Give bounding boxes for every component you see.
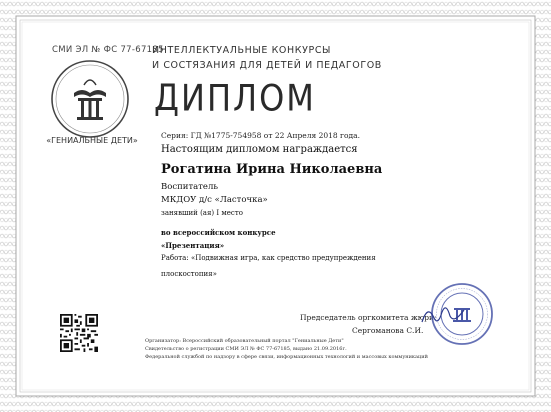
recipient-name: Рогатина Ирина Николаевна <box>161 162 383 177</box>
jury-chair-label: Председатель оргкомитета жюри: <box>300 313 437 322</box>
signature-icon <box>418 300 468 330</box>
work-title-line-1: Работа: «Подвижная игра, как средство предупреждения <box>161 254 376 262</box>
media-registration-number: СМИ ЭЛ № ФС 77-67185 <box>52 45 164 55</box>
contest-name: во всероссийском конкурсе <box>161 228 276 237</box>
contest-heading-line-1: ИНТЕЛЛЕКТУАЛЬНЫЕ КОНКУРСЫ <box>152 45 332 56</box>
certificate-series: Серия: ГД №1775-754958 от 22 Апреля 2018 года. <box>161 131 360 140</box>
portal-emblem-icon <box>48 57 132 141</box>
footer-authority: Федеральной службой по надзору в сфере связи, информационных технологий и массовых коммуникаций <box>145 354 428 360</box>
jury-chair-name: Сергоманова С.И. <box>352 326 424 335</box>
awarded-place: занявший (ая) I место <box>161 209 243 217</box>
portal-brand-name: «ГЕНИАЛЬНЫЕ ДЕТИ» <box>46 136 138 145</box>
work-title-line-2: плоскостопия» <box>161 270 217 278</box>
diploma-title: ДИПЛОМ <box>154 76 316 120</box>
recipient-position: Воспитатель <box>161 182 218 192</box>
nomination: «Презентация» <box>161 241 225 250</box>
footer-organizer: Организатор: Всероссийский образовательный портал "Гениальные Дети" <box>145 338 344 344</box>
awarded-text: Настоящим дипломом награждается <box>161 144 358 155</box>
footer-registration: Свидетельство о регистрации СМИ ЭЛ № ФС 77-67185, выдано 21.09.2016г. <box>145 346 347 352</box>
contest-heading-line-2: И СОСТЯЗАНИЯ ДЛЯ ДЕТЕЙ И ПЕДАГОГОВ <box>152 60 382 71</box>
recipient-organization: МКДОУ д/с «Ласточка» <box>161 195 268 205</box>
qr-code-icon <box>60 314 98 352</box>
